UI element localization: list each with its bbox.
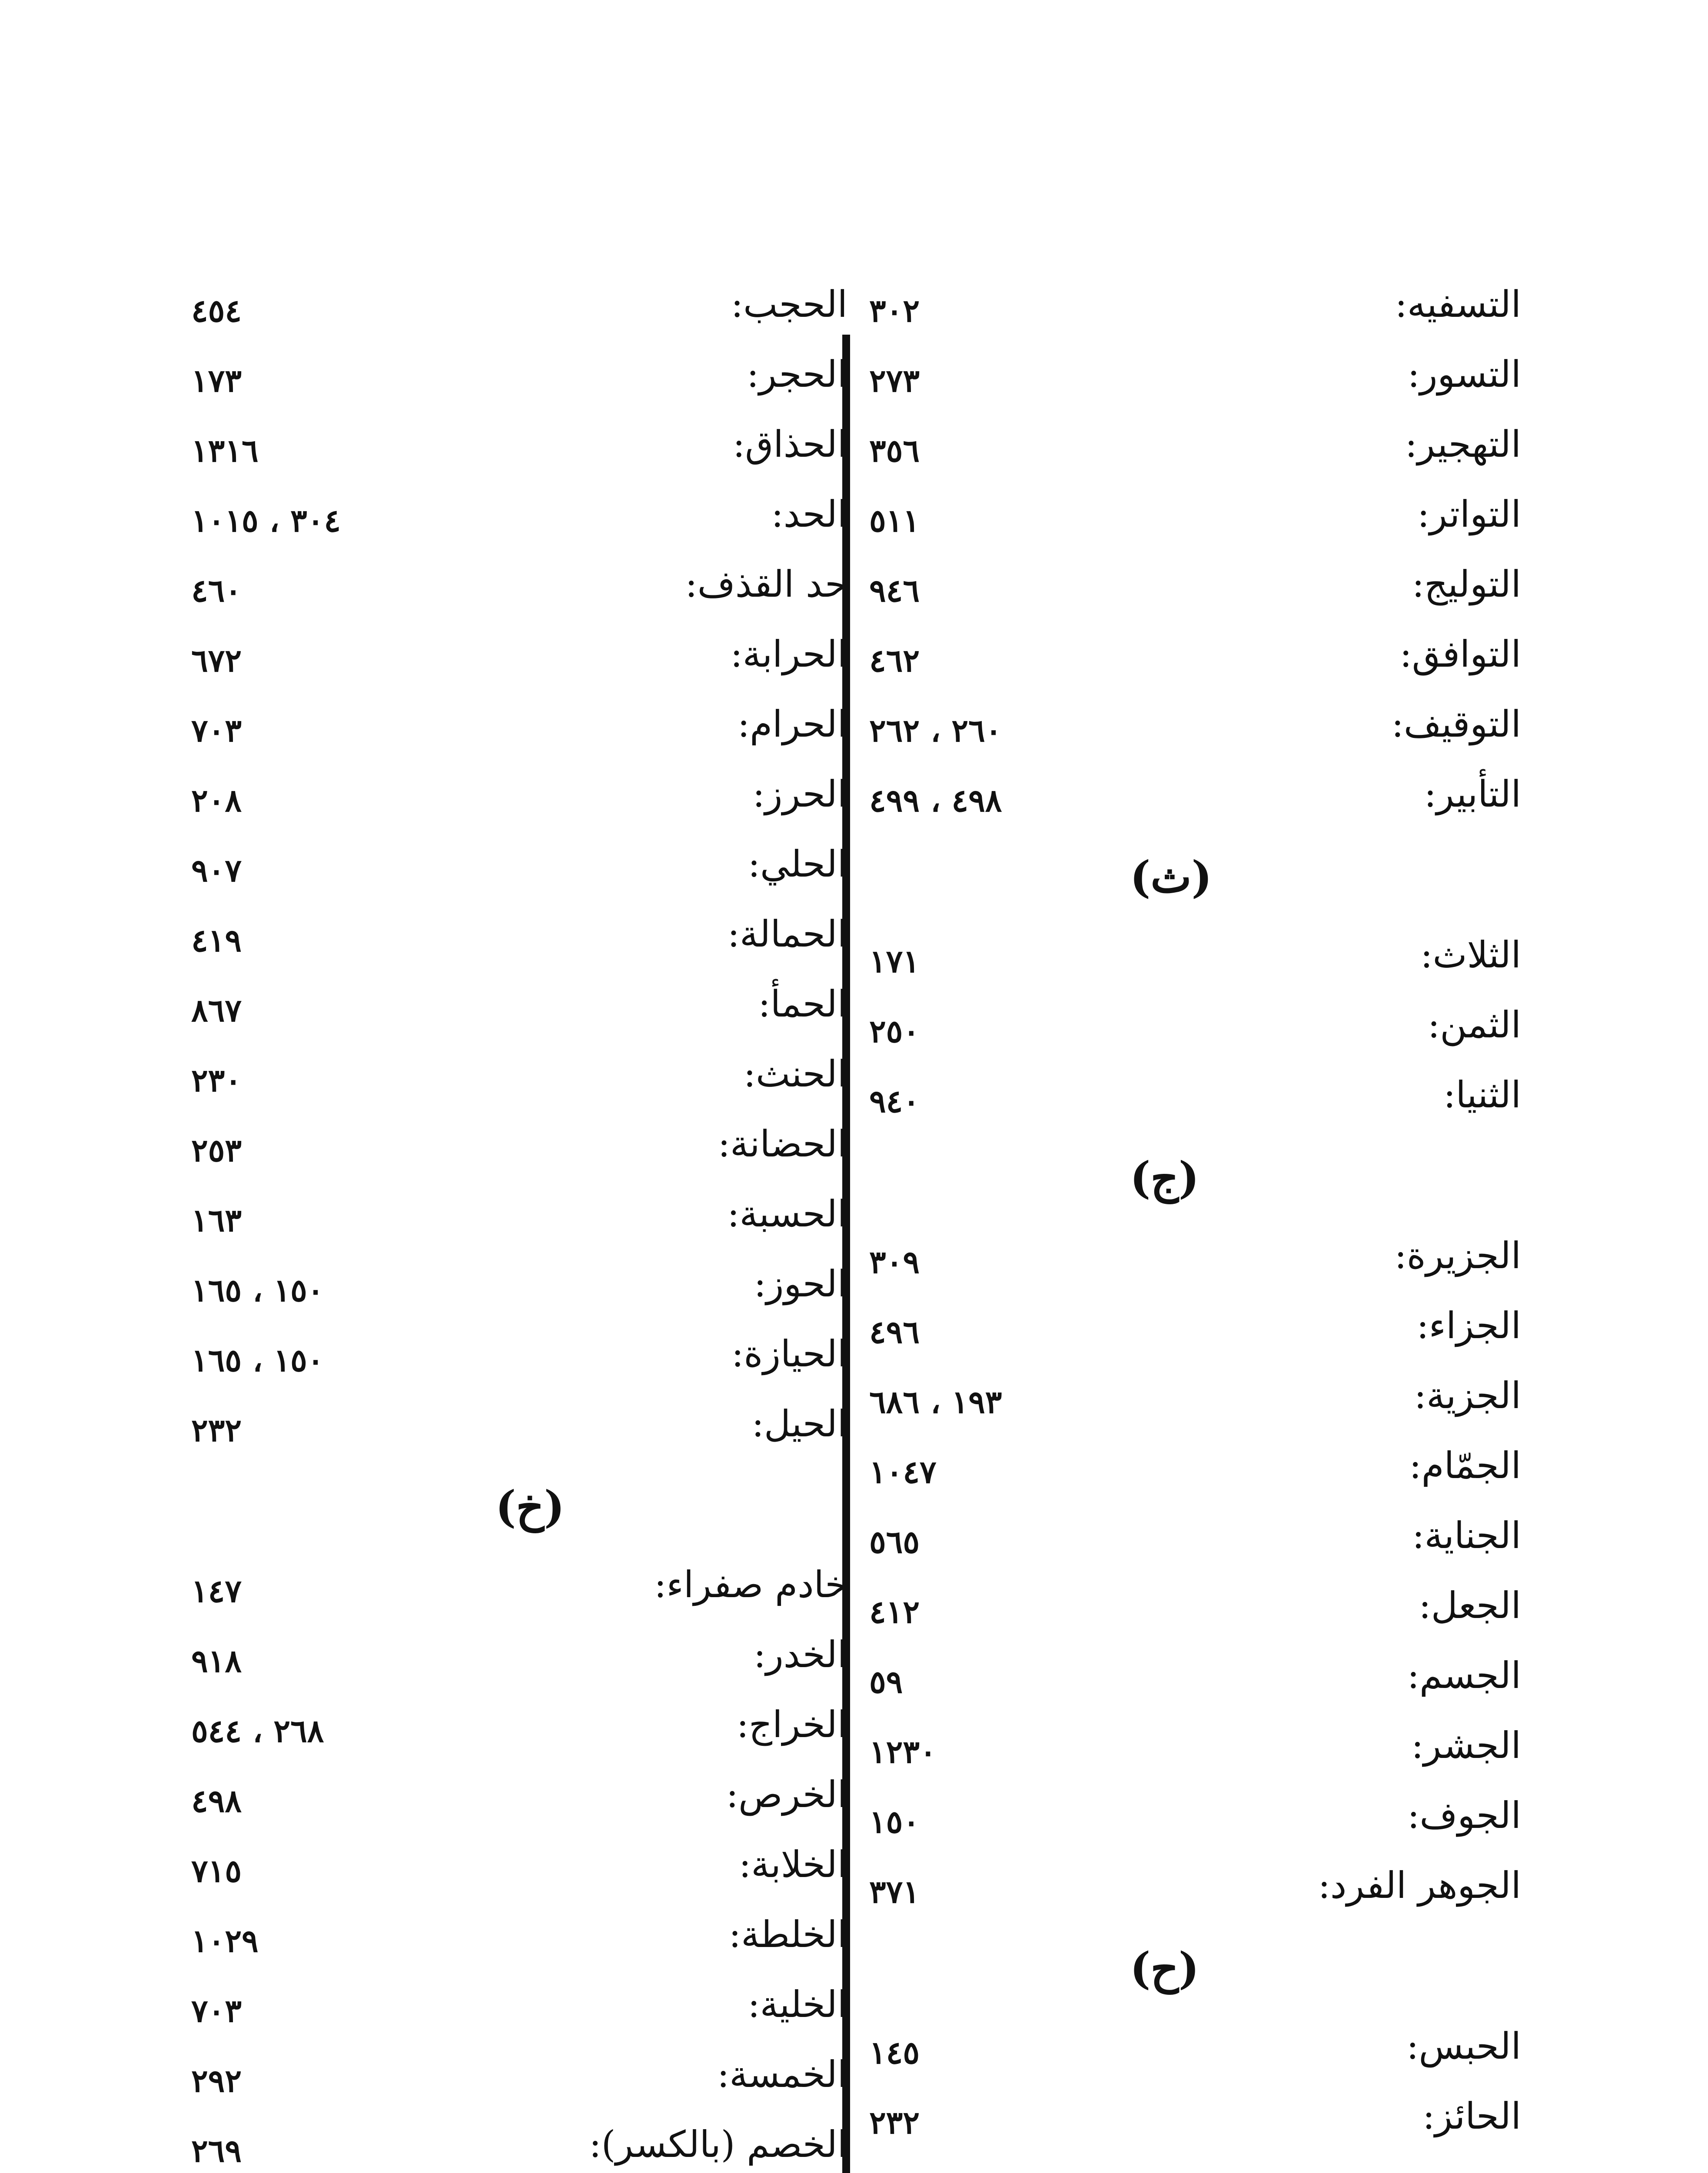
page-refs: ٢٩٢ — [191, 2062, 242, 2099]
index-term: الثنيا: — [1443, 1073, 1521, 1116]
index-term: الثمن: — [1427, 1003, 1521, 1046]
index-entry — [191, 1558, 847, 1628]
index-entry — [191, 2118, 847, 2173]
index-term: الخلابة: — [739, 1843, 847, 1886]
page-refs: ٥١١ — [869, 502, 920, 539]
index-entry — [869, 1859, 1521, 1929]
page-refs: ٨٦٧ — [191, 992, 242, 1029]
index-entry — [191, 1048, 847, 1118]
index-entry — [869, 1509, 1521, 1579]
index-term: الحيازة: — [731, 1332, 847, 1375]
index-term: الخمسة: — [717, 2053, 847, 2096]
page-refs: ١٩٣ ، ٦٨٦ — [869, 1383, 1002, 1420]
index-entry — [869, 768, 1521, 838]
index-term: الحيل: — [751, 1402, 847, 1445]
index-term: الحنث: — [743, 1053, 847, 1095]
index-entry — [869, 488, 1521, 558]
index-entry — [869, 698, 1521, 768]
index-entry — [191, 1258, 847, 1328]
page-refs: ١٧١ — [869, 943, 920, 980]
index-entry — [191, 2048, 847, 2118]
page-refs: ٢٦٠ ، ٢٦٢ — [869, 712, 1002, 749]
page-refs: ٢٦٩ — [191, 2132, 242, 2169]
index-entry — [869, 278, 1521, 348]
page-refs: ٣٠٢ — [869, 292, 920, 329]
page-refs: ٢٣٢ — [869, 2104, 920, 2141]
page-refs: ١٧٣ — [191, 362, 242, 399]
page-refs: ٧٠٣ — [191, 712, 242, 749]
page-refs: ٢٦٨ ، ٥٤٤ — [191, 1712, 324, 1749]
index-term: الحرز: — [752, 773, 847, 815]
index-entry — [191, 418, 847, 488]
index-term: الجزاء: — [1416, 1304, 1521, 1347]
index-term: الحوز: — [754, 1263, 847, 1305]
index-term: الحضانة: — [718, 1123, 847, 1165]
page-refs: ١٣١٦ — [191, 432, 259, 469]
page-refs: ٢٣٠ — [191, 1062, 242, 1099]
index-term: الخلية: — [748, 1983, 847, 2026]
page-refs: ١٠٤٧ — [869, 1453, 937, 1490]
index-entry — [191, 1978, 847, 2048]
index-term: التوليج: — [1412, 563, 1521, 605]
index-term: الجوهر الفرد: — [1318, 1864, 1521, 1907]
page-refs: ٢٧٣ — [869, 362, 920, 399]
index-entry — [191, 1118, 847, 1188]
page-refs: ٣٧١ — [869, 1873, 920, 1910]
index-entry — [869, 628, 1521, 698]
page-refs: ٧١٥ — [191, 1852, 242, 1889]
index-entry — [191, 488, 847, 558]
index-term: الخدر: — [753, 1633, 847, 1676]
index-entry — [869, 558, 1521, 628]
index-term: الحمأ: — [758, 983, 847, 1025]
letter-heading: (ج) — [1130, 1152, 1200, 1203]
page-refs: ٥٦٥ — [869, 1523, 920, 1560]
index-term: الخراج: — [736, 1703, 847, 1746]
page-refs: ١٢٣٠ — [869, 1733, 937, 1770]
index-entry — [869, 1439, 1521, 1509]
page-refs: ٣٠٩ — [869, 1243, 920, 1280]
page-refs: ١٦٣ — [191, 1202, 242, 1239]
index-entry — [191, 1768, 847, 1838]
index-term: الخلطة: — [728, 1913, 847, 1956]
page-refs: ٢٣٢ — [191, 1412, 242, 1449]
index-entry — [191, 1398, 847, 1468]
index-term: الجزيرة: — [1394, 1234, 1521, 1277]
page-refs: ٩١٨ — [191, 1642, 242, 1679]
page-refs: ٩٤٦ — [869, 572, 920, 609]
index-term: التسفيه: — [1395, 283, 1521, 326]
index-term: الجناية: — [1412, 1514, 1521, 1557]
index-entry — [191, 768, 847, 838]
index-entry — [869, 1649, 1521, 1719]
index-term: الحذاق: — [732, 423, 847, 465]
index-term: الجسم: — [1407, 1654, 1521, 1697]
page-refs: ١٠٢٩ — [191, 1922, 259, 1959]
index-term: التهجير: — [1405, 423, 1521, 465]
index-term: التسور: — [1407, 353, 1521, 395]
page-refs: ٤٩٦ — [869, 1313, 920, 1350]
page-refs: ٤٥٤ — [191, 292, 242, 329]
page-refs: ١٥٠ — [869, 1803, 920, 1840]
index-entry — [869, 999, 1521, 1069]
page-refs: ٤١٢ — [869, 1593, 920, 1630]
index-entry — [191, 1188, 847, 1258]
index-entry — [191, 698, 847, 768]
page-refs: ٢٠٨ — [191, 782, 242, 819]
index-entry — [869, 929, 1521, 999]
index-entry — [191, 1908, 847, 1978]
letter-heading: (ث) — [1130, 851, 1212, 903]
index-term: الحرابة: — [730, 633, 847, 675]
index-entry — [869, 1789, 1521, 1859]
index-term: الحد: — [771, 493, 847, 535]
index-term: الثلاث: — [1420, 934, 1521, 976]
page-refs: ٤١٩ — [191, 922, 242, 959]
index-entry — [191, 838, 847, 908]
index-term: التأبير: — [1424, 773, 1521, 815]
page-refs: ٣٠٤ ، ١٠١٥ — [191, 502, 341, 539]
left-column — [191, 278, 847, 2173]
page-refs: ١٤٥ — [869, 2034, 920, 2071]
page-refs: ٦٧٢ — [191, 642, 242, 679]
index-term: الخصم (بالكسر): — [589, 2123, 847, 2166]
page-refs: ٧٠٣ — [191, 1992, 242, 2029]
page-refs: ٩٤٠ — [869, 1083, 920, 1120]
index-term: التوافق: — [1399, 633, 1521, 675]
index-entry — [869, 1579, 1521, 1649]
index-entry — [191, 628, 847, 698]
index-term: خادم صفراء: — [654, 1563, 847, 1606]
index-term: الحجب: — [731, 283, 847, 326]
index-entry — [191, 1328, 847, 1398]
index-entry — [869, 1299, 1521, 1369]
index-entry — [191, 348, 847, 418]
index-entry — [869, 1229, 1521, 1299]
index-term: حد القذف: — [685, 563, 847, 605]
index-term: الحسبة: — [727, 1193, 847, 1235]
index-term: الجزية: — [1414, 1374, 1521, 1417]
page-refs: ٢٥٣ — [191, 1132, 242, 1169]
index-entry — [191, 278, 847, 348]
page-refs: ١٥٠ ، ١٦٥ — [191, 1272, 324, 1309]
page-refs: ٥٩ — [869, 1663, 903, 1700]
letter-heading: (خ) — [495, 1481, 565, 1532]
index-term: الحلي: — [748, 843, 847, 885]
index-entry — [191, 1698, 847, 1768]
index-entry — [869, 348, 1521, 418]
index-term: التواتر: — [1417, 493, 1521, 535]
index-term: الحجر: — [746, 353, 847, 395]
index-entry — [869, 2020, 1521, 2090]
right-column — [869, 278, 1521, 2160]
index-entry — [869, 1069, 1521, 1139]
index-entry — [191, 978, 847, 1048]
page-refs: ٤٩٨ — [191, 1782, 242, 1819]
index-term: الحرام: — [737, 703, 847, 745]
page-refs: ١٤٧ — [191, 1572, 242, 1609]
page-refs: ٤٦٠ — [191, 572, 242, 609]
index-entry — [869, 2090, 1521, 2160]
index-term: الحبس: — [1406, 2025, 1521, 2067]
index-term: الجعل: — [1419, 1584, 1521, 1627]
page-refs: ٤٦٢ — [869, 642, 920, 679]
index-entry — [191, 1628, 847, 1698]
page-refs: ٣٥٦ — [869, 432, 920, 469]
page-refs: ١٥٠ ، ١٦٥ — [191, 1342, 324, 1379]
letter-heading-row — [869, 1929, 1521, 2020]
index-term: الحائز: — [1422, 2095, 1521, 2137]
letter-heading: (ح) — [1130, 1943, 1200, 1994]
index-entry — [869, 1369, 1521, 1439]
letter-heading-row — [869, 1139, 1521, 1229]
index-entry — [869, 1719, 1521, 1789]
page-refs: ٢٥٠ — [869, 1013, 920, 1050]
page-refs: ٤٩٨ ، ٤٩٩ — [869, 782, 1002, 819]
index-term: الحمالة: — [727, 913, 847, 955]
index-term: الجمّام: — [1409, 1444, 1521, 1487]
index-term: الجشر: — [1411, 1724, 1521, 1767]
letter-heading-row — [191, 1468, 847, 1558]
page-refs: ٩٠٧ — [191, 852, 242, 889]
index-term: الخرص: — [726, 1773, 847, 1816]
index-term: الجوف: — [1407, 1794, 1521, 1837]
index-entry — [191, 908, 847, 978]
index-entry — [191, 558, 847, 628]
index-entry — [191, 1838, 847, 1908]
index-term: التوقيف: — [1391, 703, 1521, 745]
index-entry — [869, 418, 1521, 488]
letter-heading-row — [869, 838, 1521, 929]
